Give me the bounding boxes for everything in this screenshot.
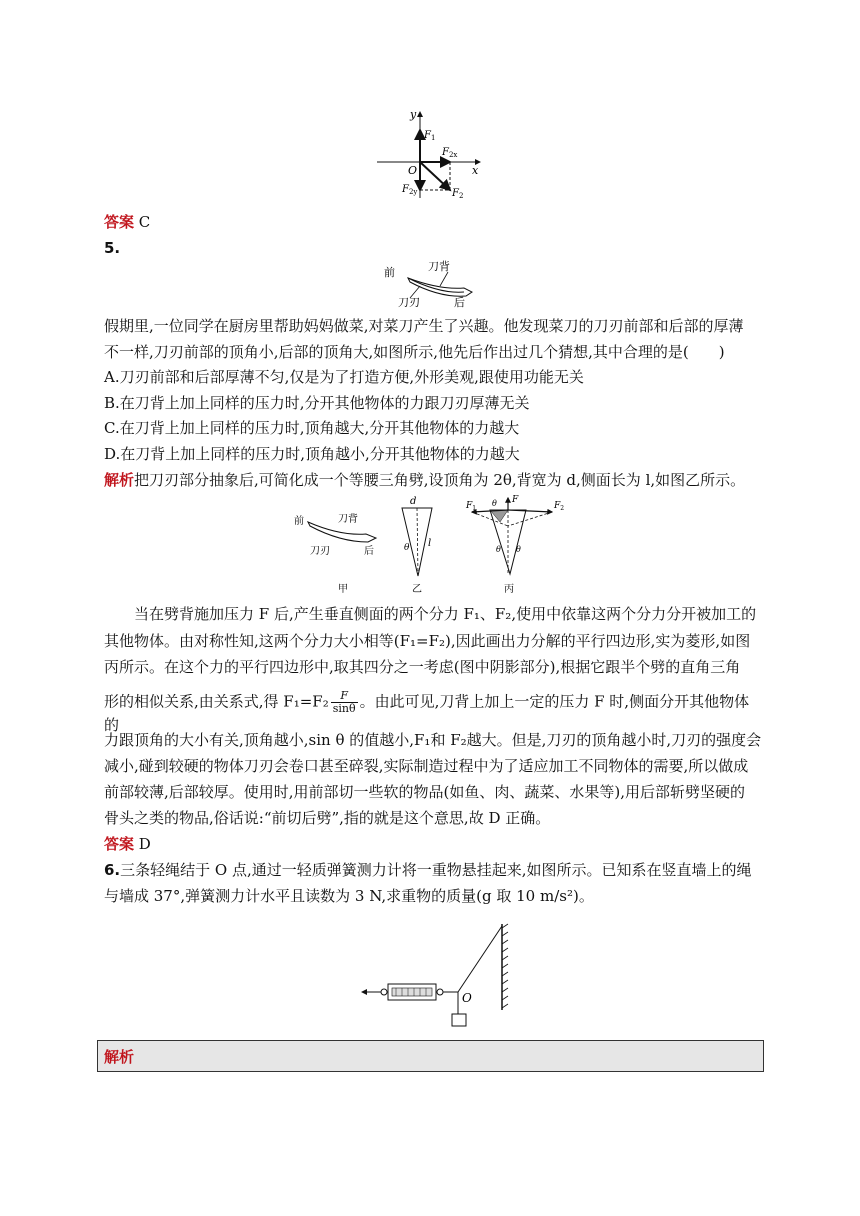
knife-back-label: 刀背 (428, 260, 450, 273)
spring-balance-figure (358, 920, 518, 1030)
knife-front-label: 前 (384, 266, 395, 279)
answer-value: C (138, 213, 151, 231)
bing-f2-label: $F_2$ (554, 501, 565, 512)
yi-caption: 乙 (412, 584, 422, 595)
q5-analysis-intro (104, 470, 745, 490)
f2y-label: $F_{2y}$ (402, 184, 418, 196)
q5-stem-line2: 不一样,刀刃前部的顶角小,后部的顶角大,如图所示,他先后作出过几个猜想,其中合理的是( ) (104, 343, 725, 361)
knife-edge-label: 刀刃 (398, 296, 420, 309)
q5-stem-line1: 假期里,一位同学在厨房里帮助妈妈做菜,对菜刀产生了兴趣。他发现菜刀的刀刃前部和后部的厚薄 (104, 317, 744, 335)
analysis-para7: 前部较薄,后部较厚。使用时,用前部切一些软的物品(如鱼、肉、蔬菜、水果等),用后部斩劈坚硬的 (104, 783, 746, 801)
knife-figure (380, 258, 480, 310)
knife-rear-label: 后 (454, 296, 465, 309)
q6-line1-text: 三条轻绳结于 O 点,通过一轻质弹簧测力计将一重物悬挂起来,如图所示。已知系在竖直墙上的绳 (120, 861, 752, 879)
analysis-answer-box (97, 1040, 764, 1072)
answer-5 (104, 834, 151, 854)
node-o-label: O (462, 991, 472, 1005)
fraction-numerator: F (331, 690, 358, 703)
bing-theta-top-label: θ (492, 499, 497, 508)
q5-option-c: C.在刀背上加上同样的压力时,顶角越大,分开其他物体的力越大 (104, 419, 520, 437)
f2x-label: $F_{2x}$ (442, 147, 458, 159)
yi-d-label: d (410, 496, 417, 507)
analysis-para3: 丙所示。在这个力的平行四边形中,取其四分之一考虑(图中阴影部分),根据它跟半个劈的直角三角 (104, 658, 741, 676)
yi-l-label: l (428, 538, 432, 549)
fraction-denominator: sinθ (332, 702, 356, 715)
q5-option-b: B.在刀背上加上同样的压力时,分开其他物体的力跟刀刃厚薄无关 (104, 394, 530, 412)
jia-caption: 甲 (338, 584, 348, 595)
bing-f-label: F (512, 495, 519, 505)
f2-label: $F_2$ (452, 188, 464, 200)
analysis-para4 (104, 690, 764, 735)
para4-pre: 形的相似关系,由关系式,得 F₁=F₂ (104, 692, 329, 711)
analysis-first-text: 把刀刃部分抽象后,可简化成一个等腰三角劈,设顶角为 2θ,背宽为 d,侧面长为 l,如图乙所示。 (134, 471, 746, 489)
force-axes-figure (372, 106, 488, 202)
answer-label: 答案 (104, 213, 135, 231)
analysis-para2: 其他物体。由对称性知,这两个分力大小相等(F₁=F₂),因此画出力分解的平行四边形,实为菱形,如图 (104, 632, 751, 650)
analysis-para5: 力跟顶角的大小有关,顶角越小,sin θ 的值越小,F₁和 F₂越大。但是,刀刃的顶角越小时,刀刃的强度会 (104, 731, 762, 749)
origin-label: O (408, 164, 418, 177)
analysis-para8: 骨头之类的物品,俗话说:“前切后劈”,指的就是这个意思,故 D 正确。 (104, 809, 551, 827)
q5-option-d: D.在刀背上加上同样的压力时,顶角越小,分开其他物体的力越大 (104, 445, 520, 463)
question-5-number: 5. (104, 239, 121, 257)
answer-label: 答案 (104, 835, 135, 853)
jia-back-label: 刀背 (338, 514, 358, 525)
q6-number: 6. (104, 861, 121, 879)
analysis-para6: 减小,碰到较硬的物体刀刃会卷口甚至碎裂,实际制造过程中为了适应加工不同物体的需要,所以做成 (104, 757, 749, 775)
f1-label: $F_1$ (424, 130, 436, 142)
jia-edge-label: 刀刃 (310, 546, 330, 557)
bing-f1-label: $F_1$ (466, 501, 477, 512)
bing-caption: 丙 (504, 584, 514, 595)
q6-line2: 与墙成 37°,弹簧测力计水平且读数为 3 N,求重物的质量(g 取 10 m/s²)。 (104, 887, 594, 905)
fraction (331, 690, 358, 715)
jia-front-label: 前 (294, 516, 304, 527)
jia-rear-label: 后 (364, 546, 374, 557)
analysis-para1: 当在劈背施加压力 F 后,产生垂直侧面的两个分力 F₁、F₂,使用中依靠这两个分力分开被加工的 (134, 605, 757, 623)
y-axis-label: y (410, 108, 417, 121)
bing-theta-left-label: θ (496, 545, 501, 554)
bing-theta-right-label: θ (516, 545, 521, 554)
analysis-box-label: 解析 (104, 1048, 135, 1066)
wedge-figure (290, 492, 580, 596)
answer-value: D (138, 835, 151, 853)
para4-post: 。由此可见,刀背上加上一定的压力 F 时,侧面分开其他物体的 (104, 692, 750, 734)
answer-4 (104, 212, 150, 232)
x-axis-label: x (472, 164, 479, 177)
q5-option-a: A.刀刃前部和后部厚薄不匀,仅是为了打造方便,外形美观,跟使用功能无关 (104, 368, 584, 386)
yi-theta-label: θ (404, 543, 410, 553)
q6-line1 (104, 860, 764, 880)
analysis-label: 解析 (104, 471, 135, 489)
